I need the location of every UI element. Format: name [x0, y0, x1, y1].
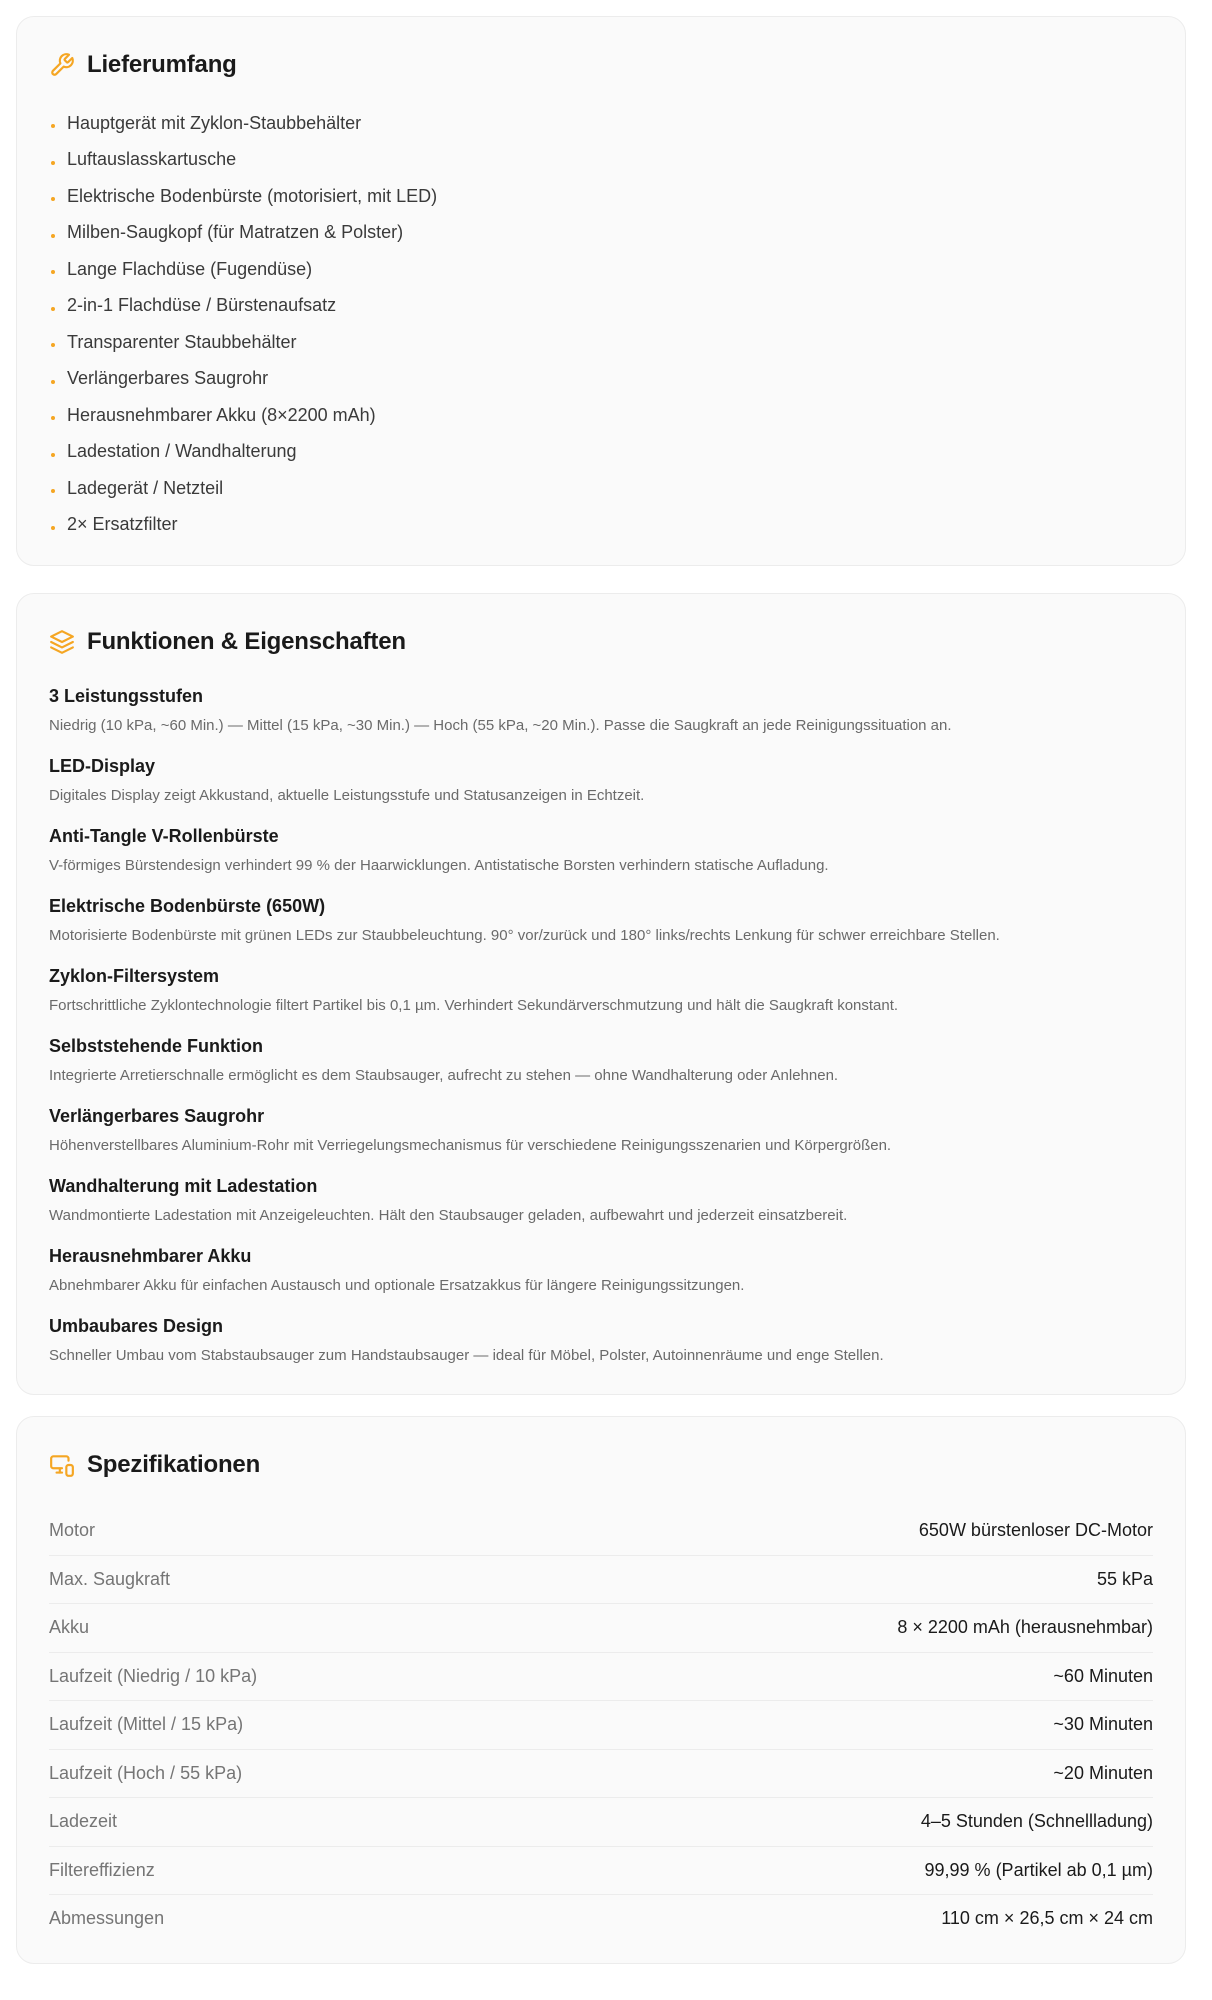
list-item [49, 470, 437, 507]
bullet-dot-icon [51, 526, 55, 530]
list-item [49, 105, 437, 142]
specifications-card [16, 1416, 1186, 1964]
feature-title: Verlängerbares Saugrohr [49, 1106, 265, 1126]
feature-item [49, 682, 1153, 752]
specs-table [49, 1507, 1153, 1943]
spec-label: Max. Saugkraft [49, 1568, 171, 1589]
feature-description: Höhenverstellbares Aluminium-Rohr mit Verriegelungsmechanismus für verschiedene Reinigungsszenarien und Körpergrößen. [49, 1137, 892, 1154]
spec-label: Laufzeit (Niedrig / 10 kPa) [49, 1665, 258, 1686]
list-item-label: Lange Flachdüse (Fugendüse) [67, 258, 313, 279]
spec-value: 55 kPa [1096, 1568, 1153, 1589]
features-card [16, 593, 1186, 1395]
feature-item [49, 1032, 1153, 1102]
list-item [49, 434, 437, 471]
feature-title: Herausnehmbarer Akku [49, 1246, 252, 1266]
spec-value: ~20 Minuten [1053, 1762, 1153, 1783]
bullet-dot-icon [51, 307, 55, 311]
table-row [49, 1895, 1153, 1943]
list-item [49, 361, 437, 398]
scope-title: Lieferumfang [87, 51, 237, 78]
bullet-dot-icon [51, 453, 55, 457]
list-item-label: 2-in-1 Flachdüse / Bürstenaufsatz [67, 295, 337, 316]
feature-title: Zyklon-Filtersystem [49, 966, 220, 986]
bullet-dot-icon [51, 489, 55, 493]
feature-description: Abnehmbarer Akku für einfachen Austausch und optionale Ersatzakkus für längere Reinigungssitzungen. [49, 1277, 745, 1294]
spec-label: Laufzeit (Hoch / 55 kPa) [49, 1762, 243, 1783]
table-row [49, 1750, 1153, 1799]
list-item-label: Herausnehmbarer Akku (8×2200 mAh) [67, 404, 376, 425]
table-row [49, 1847, 1153, 1896]
specs-header [49, 1451, 260, 1479]
feature-title: Selbststehende Funktion [49, 1036, 264, 1056]
feature-item [49, 962, 1153, 1032]
features-title: Funktionen & Eigenschaften [87, 628, 406, 655]
specs-title: Spezifikationen [87, 1451, 261, 1478]
bullet-dot-icon [51, 124, 55, 128]
list-item [49, 324, 437, 361]
spec-label: Akku [49, 1617, 90, 1638]
spec-value: 8 × 2200 mAh (herausnehmbar) [897, 1617, 1153, 1638]
spec-value: ~60 Minuten [1053, 1665, 1153, 1686]
bullet-dot-icon [51, 161, 55, 165]
list-item-label: Milben-Saugkopf (für Matratzen & Polster) [67, 222, 404, 243]
feature-item [49, 822, 1153, 892]
list-item-label: Hauptgerät mit Zyklon-Staubbehälter [67, 112, 362, 133]
feature-title: Anti-Tangle V-Rollenbürste [49, 826, 279, 846]
list-item [49, 142, 437, 179]
bullet-dot-icon [51, 197, 55, 201]
feature-title: Elektrische Bodenbürste (650W) [49, 896, 326, 916]
bullet-dot-icon [51, 234, 55, 238]
list-item [49, 288, 437, 325]
spec-value: 4–5 Stunden (Schnellladung) [920, 1811, 1153, 1832]
spec-label: Filtereffizienz [49, 1859, 155, 1880]
feature-description: Wandmontierte Ladestation mit Anzeigeleuchten. Hält den Staubsauger geladen, aufbewahrt und jederzeit einsatzbereit. [49, 1207, 848, 1224]
bullet-dot-icon [51, 343, 55, 347]
spec-label: Motor [49, 1520, 96, 1541]
table-row [49, 1604, 1153, 1653]
feature-item [49, 1242, 1153, 1312]
bullet-dot-icon [51, 270, 55, 274]
list-item [49, 507, 437, 544]
table-row [49, 1556, 1153, 1605]
feature-description: Fortschrittliche Zyklontechnologie filtert Partikel bis 0,1 µm. Verhindert Sekundärverschmutzung und hält die Saugkraft konstant. [49, 997, 899, 1014]
list-item [49, 251, 437, 288]
spec-label: Ladezeit [49, 1811, 118, 1832]
feature-item [49, 752, 1153, 822]
feature-description: Motorisierte Bodenbürste mit grünen LEDs zur Staubbeleuchtung. 90° vor/zurück und 180° links/rechts Lenkung für schwer erreichbare Stellen. [49, 927, 1000, 944]
features-list [49, 682, 1153, 1382]
bullet-dot-icon [51, 380, 55, 384]
scope-list [49, 105, 437, 543]
feature-description: Niedrig (10 kPa, ~60 Min.) — Mittel (15 kPa, ~30 Min.) — Hoch (55 kPa, ~20 Min.). Passe die Saugkraft an jede Reinigungssituation an. [49, 717, 952, 734]
feature-description: V-förmiges Bürstendesign verhindert 99 % der Haarwicklungen. Antistatische Borsten verhindern statische Aufladung. [49, 857, 829, 874]
feature-item [49, 892, 1153, 962]
spec-label: Laufzeit (Mittel / 15 kPa) [49, 1714, 244, 1735]
feature-description: Schneller Umbau vom Stabstaubsauger zum Handstaubsauger — ideal für Möbel, Polster, Autoinnenräume und enge Stellen. [49, 1347, 884, 1364]
bullet-dot-icon [51, 416, 55, 420]
feature-title: Wandhalterung mit Ladestation [49, 1176, 318, 1196]
list-item-label: 2× Ersatzfilter [67, 514, 178, 535]
spec-value: ~30 Minuten [1053, 1714, 1153, 1735]
table-row [49, 1653, 1153, 1702]
spec-value: 650W bürstenloser DC-Motor [918, 1520, 1153, 1541]
list-item-label: Ladestation / Wandhalterung [67, 441, 297, 462]
spec-label: Abmessungen [49, 1908, 165, 1929]
list-item-label: Elektrische Bodenbürste (motorisiert, mit LED) [67, 185, 438, 206]
table-row [49, 1507, 1153, 1556]
table-row [49, 1798, 1153, 1847]
devices-icon [49, 1452, 75, 1478]
list-item [49, 215, 437, 252]
layers-icon [49, 629, 75, 655]
list-item-label: Luftauslasskartusche [67, 149, 237, 170]
feature-title: Umbaubares Design [49, 1316, 224, 1336]
list-item-label: Verlängerbares Saugrohr [67, 368, 269, 389]
feature-title: LED-Display [49, 756, 156, 776]
features-header [49, 628, 406, 656]
feature-item [49, 1172, 1153, 1242]
feature-description: Digitales Display zeigt Akkustand, aktuelle Leistungsstufe und Statusanzeigen in Echtzeit. [49, 787, 645, 804]
list-item [49, 178, 437, 215]
spec-value: 99,99 % (Partikel ab 0,1 µm) [924, 1859, 1153, 1880]
list-item [49, 397, 437, 434]
feature-title: 3 Leistungsstufen [49, 686, 204, 706]
spec-value: 110 cm × 26,5 cm × 24 cm [941, 1908, 1153, 1929]
wrench-icon [49, 52, 75, 78]
feature-description: Integrierte Arretierschnalle ermöglicht es dem Staubsauger, aufrecht zu stehen — ohne Wandhalterung oder Anlehnen. [49, 1067, 839, 1084]
feature-item [49, 1312, 1153, 1382]
list-item-label: Ladegerät / Netzteil [67, 477, 224, 498]
feature-item [49, 1102, 1153, 1172]
list-item-label: Transparenter Staubbehälter [67, 331, 297, 352]
table-row [49, 1701, 1153, 1750]
scope-header [49, 51, 237, 79]
scope-of-delivery-card [16, 16, 1186, 566]
